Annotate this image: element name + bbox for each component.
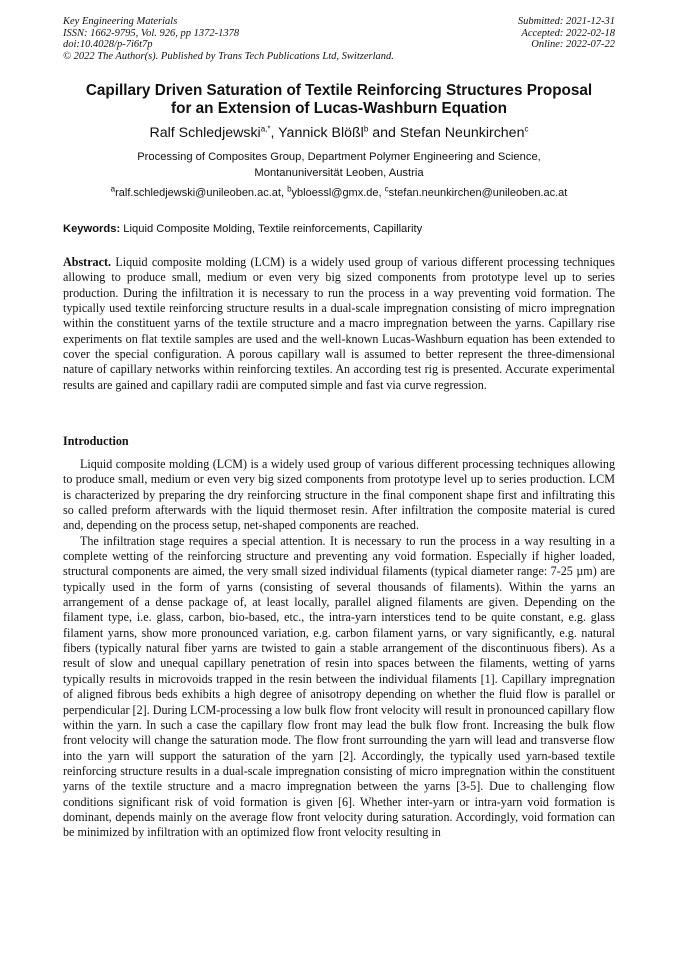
affiliation-line-2: Montanuniversität Leoben, Austria bbox=[254, 166, 424, 179]
paper-title bbox=[63, 82, 615, 118]
doi-line[interactable]: doi:10.4028/p-7i6t7p bbox=[63, 39, 153, 51]
online-date: Online: 2022-07-22 bbox=[531, 39, 615, 51]
author-2-affil-mark: b bbox=[363, 124, 369, 134]
introduction-paragraph-1: Liquid composite molding (LCM) is a widely used group of various different processing techniques allowing to produce small, medium or even very big sized components from prototype level up to series production. LCM is characterized by preparing the dry reinforcing structure in the final component shape first and infiltrating this so called preform afterwards with the liquid thermoset resin. After infiltration the composite material is cured and, depending on the process setup, net-shaped components are reached. bbox=[63, 457, 615, 533]
submitted-date: Submitted: 2021-12-31 bbox=[517, 16, 615, 27]
introduction-body bbox=[63, 457, 615, 841]
title-line-2: for an Extension of Lucas-Washburn Equation bbox=[171, 100, 507, 117]
author-emails bbox=[63, 186, 615, 200]
author-3-affil-mark: c bbox=[524, 124, 529, 134]
email-3[interactable]: stefan.neunkirchen@unileoben.ac.at bbox=[388, 187, 568, 199]
introduction-paragraph-2: The infiltration stage requires a special attention. It is necessary to run the process in a way resulting in a complete wetting of the reinforcing structure and preventing any void formation. Especially if higher loaded, structural components are aimed, the very small sized individual filaments (typical diameter range: 7-25 µm) are typically used in the form of yarns (consisting of several thousands of filaments). Within the yarns an arrangement of a dense package of, at least locally, parallel aligned filaments are given. Depending on the filament type, i.e. glass, carbon, bio-based, etc., the intra-yarn interstices tend to be quite constant, e.g. glass filament yarns, show more pronounced variation, e.g. carbon filament yarns, or vary significantly, e.g. natural fibers (typically natural fiber yarns are twisted to gain a stable arrangement of the discontinuous fibers). As a result of slow and unequal capillary penetration of resin into spaces between the filaments, wetting of yarns typically results in microvoids trapped in the resin between the individual filaments [1]. Capillary impregnation of aligned fibrous beds exhibits a high degree of anisotropy depending on whether the fluid flow is parallel or perpendicular [2]. During LCM-processing a low bulk flow front velocity will result in pronounced capillary flow within the yarn. In such a case the capillary flow front may lead the bulk flow front. Increasing the bulk flow front velocity will change the saturation mode. The flow front surrounding the yarn will lead and transverse flow into the yarn will support the saturation of the yarn [2]. Accordingly, the typically used yarn-based textile reinforcing structure results in a dual-scale impregnation consisting of micro impregnation within the constituent yarns of the textile structure and a macro impregnation between the yarns [3-5]. Due to challenging flow conditions significant risk of void formation is given [6]. Whether inter-yarn or intra-yarn void formation is dominant, depends mainly on the average flow front velocity during saturation. Accordingly, void formation can be minimized by infiltration with an optimized flow front velocity resulting in bbox=[63, 533, 615, 840]
author-list bbox=[63, 124, 615, 142]
keywords-text: Liquid Composite Molding, Textile reinforcements, Capillarity bbox=[120, 223, 423, 235]
issn-line: ISSN: 1662-9795, Vol. 926, pp 1372-1378 bbox=[63, 27, 240, 39]
email-2-mark: b bbox=[287, 184, 292, 194]
affiliation-line-1: Processing of Composites Group, Department Polymer Engineering and Science, bbox=[137, 151, 541, 163]
author-3: Stefan Neunkirchen bbox=[399, 125, 525, 141]
author-separator: and bbox=[368, 125, 400, 141]
accepted-date: Accepted: 2022-02-18 bbox=[521, 27, 615, 39]
email-1[interactable]: ralf.schledjewski@unileoben.ac.at, bbox=[115, 187, 288, 199]
corresponding-author-mark: * bbox=[267, 124, 271, 134]
author-1: Ralf Schledjewski bbox=[149, 125, 261, 141]
abstract-text: Liquid composite molding (LCM) is a widely used group of various different processing techniques allowing to produce small, medium or even very big sized components from prototype level up to series production. During the infiltration it is necessary to run the process in a way preventing void formation. The typically used textile reinforcing structure results in a dual-scale impregnation consisting of micro impregnation within the constituent yarns of the textile structure and a macro impregnation between the yarns. Capillary rise experiments on flat textile samples are used and the well-known Lucas-Washburn equation has been extended to cover the special configuration. A porous capillary wall is assumed to better represent the three-dimensional nature of capillary networks within reinforcing textiles. An according test rig is presented. Accurate experimental results are gained and capillary radii are computed simple and fast via curve regression. bbox=[63, 255, 615, 392]
title-line-1: Capillary Driven Saturation of Textile Reinforcing Structures Proposal bbox=[85, 82, 593, 99]
introduction-heading: Introduction bbox=[63, 434, 129, 448]
email-1-mark: a bbox=[110, 184, 116, 194]
email-2[interactable]: ybloessl@gmx.de, bbox=[291, 187, 385, 199]
abstract bbox=[63, 255, 615, 393]
publication-dates bbox=[518, 16, 615, 51]
author-1-affil-mark: a, bbox=[260, 124, 268, 134]
publication-info bbox=[63, 16, 394, 62]
email-3-mark: c bbox=[384, 184, 389, 194]
keywords-label: Keywords: bbox=[63, 223, 121, 235]
affiliation bbox=[63, 150, 615, 181]
keywords bbox=[63, 222, 615, 236]
copyright-line: © 2022 The Author(s). Published by Trans Tech Publications Ltd, Switzerland. bbox=[63, 50, 394, 62]
author-2: Yannick Blößl bbox=[278, 125, 364, 141]
author-separator: , bbox=[270, 125, 279, 141]
abstract-label: Abstract. bbox=[63, 255, 112, 269]
journal-name: Key Engineering Materials bbox=[63, 16, 178, 27]
